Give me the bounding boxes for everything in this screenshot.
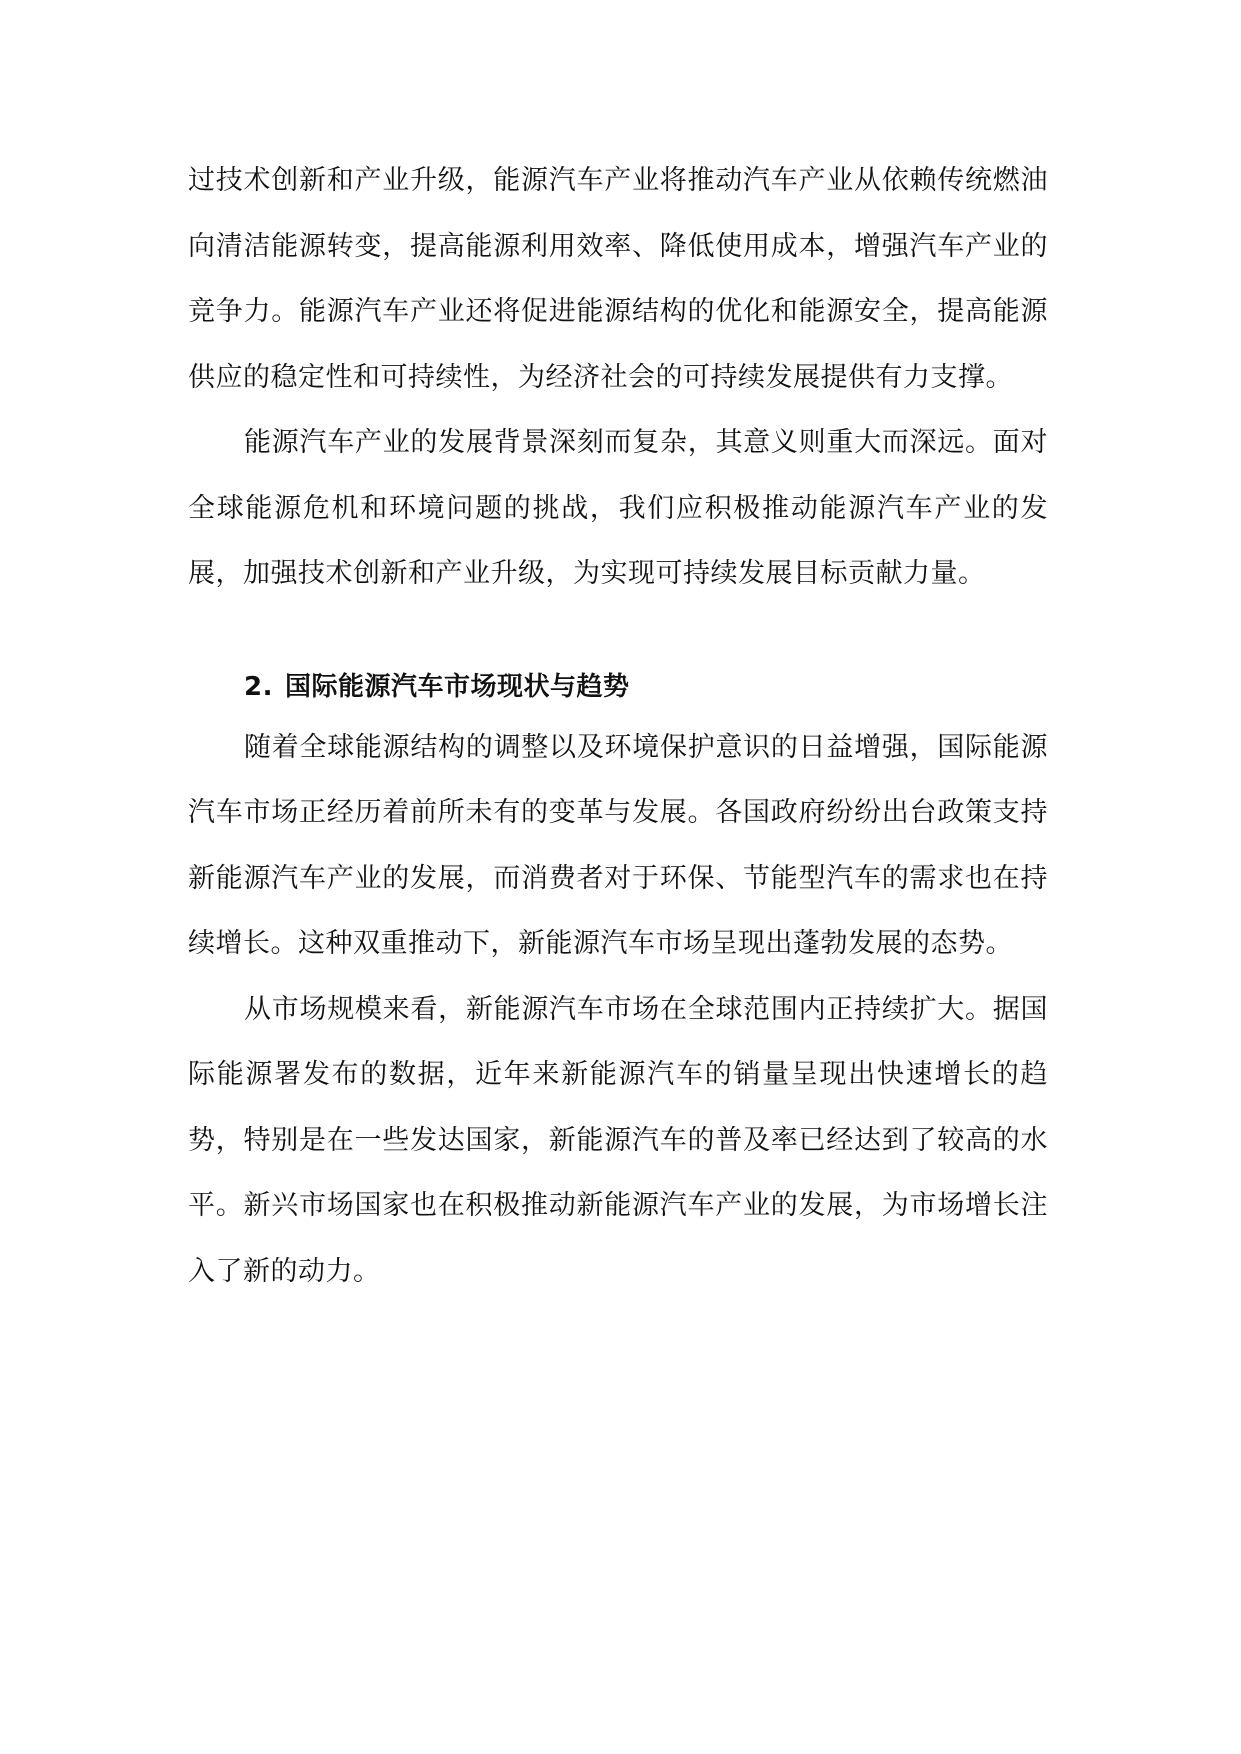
section-number: 2.: [244, 671, 273, 702]
paragraph-background-significance: 能源汽车产业的发展背景深刻而复杂，其意义则重大而深远。面对全球能源危机和环境问题的挑战，我们应积极推动能源汽车产业的发展，加强技术创新和产业升级，为实现可持续发展目标贡献力量。: [188, 427, 1048, 589]
section-title: 国际能源汽车市场现状与趋势: [284, 671, 630, 702]
section-heading: [188, 663, 1048, 711]
document-body: [188, 148, 1048, 1304]
paragraph-continuation: 过技术创新和产业升级，能源汽车产业将推动汽车产业从依赖传统燃油向清洁能源转变，提高能源利用效率、降低使用成本，增强汽车产业的竞争力。能源汽车产业还将促进能源结构的优化和能源安全，提高能源供应的稳定性和可持续性，为经济社会的可持续发展提供有力支撑。: [188, 165, 1048, 393]
paragraph-market-scale: 从市场规模来看，新能源汽车市场在全球范围内正持续扩大。据国际能源署发布的数据，近年来新能源汽车的销量呈现出快速增长的趋势，特别是在一些发达国家，新能源汽车的普及率已经达到了较高的水平。新兴市场国家也在积极推动新能源汽车产业的发展，为市场增长注入了新的动力。: [188, 993, 1048, 1287]
paragraph-market-overview: 随着全球能源结构的调整以及环境保护意识的日益增强，国际能源汽车市场正经历着前所未有的变革与发展。各国政府纷纷出台政策支持新能源汽车产业的发展，而消费者对于环保、节能型汽车的需求也在持续增长。这种双重推动下，新能源汽车市场呈现出蓬勃发展的态势。: [188, 731, 1048, 959]
